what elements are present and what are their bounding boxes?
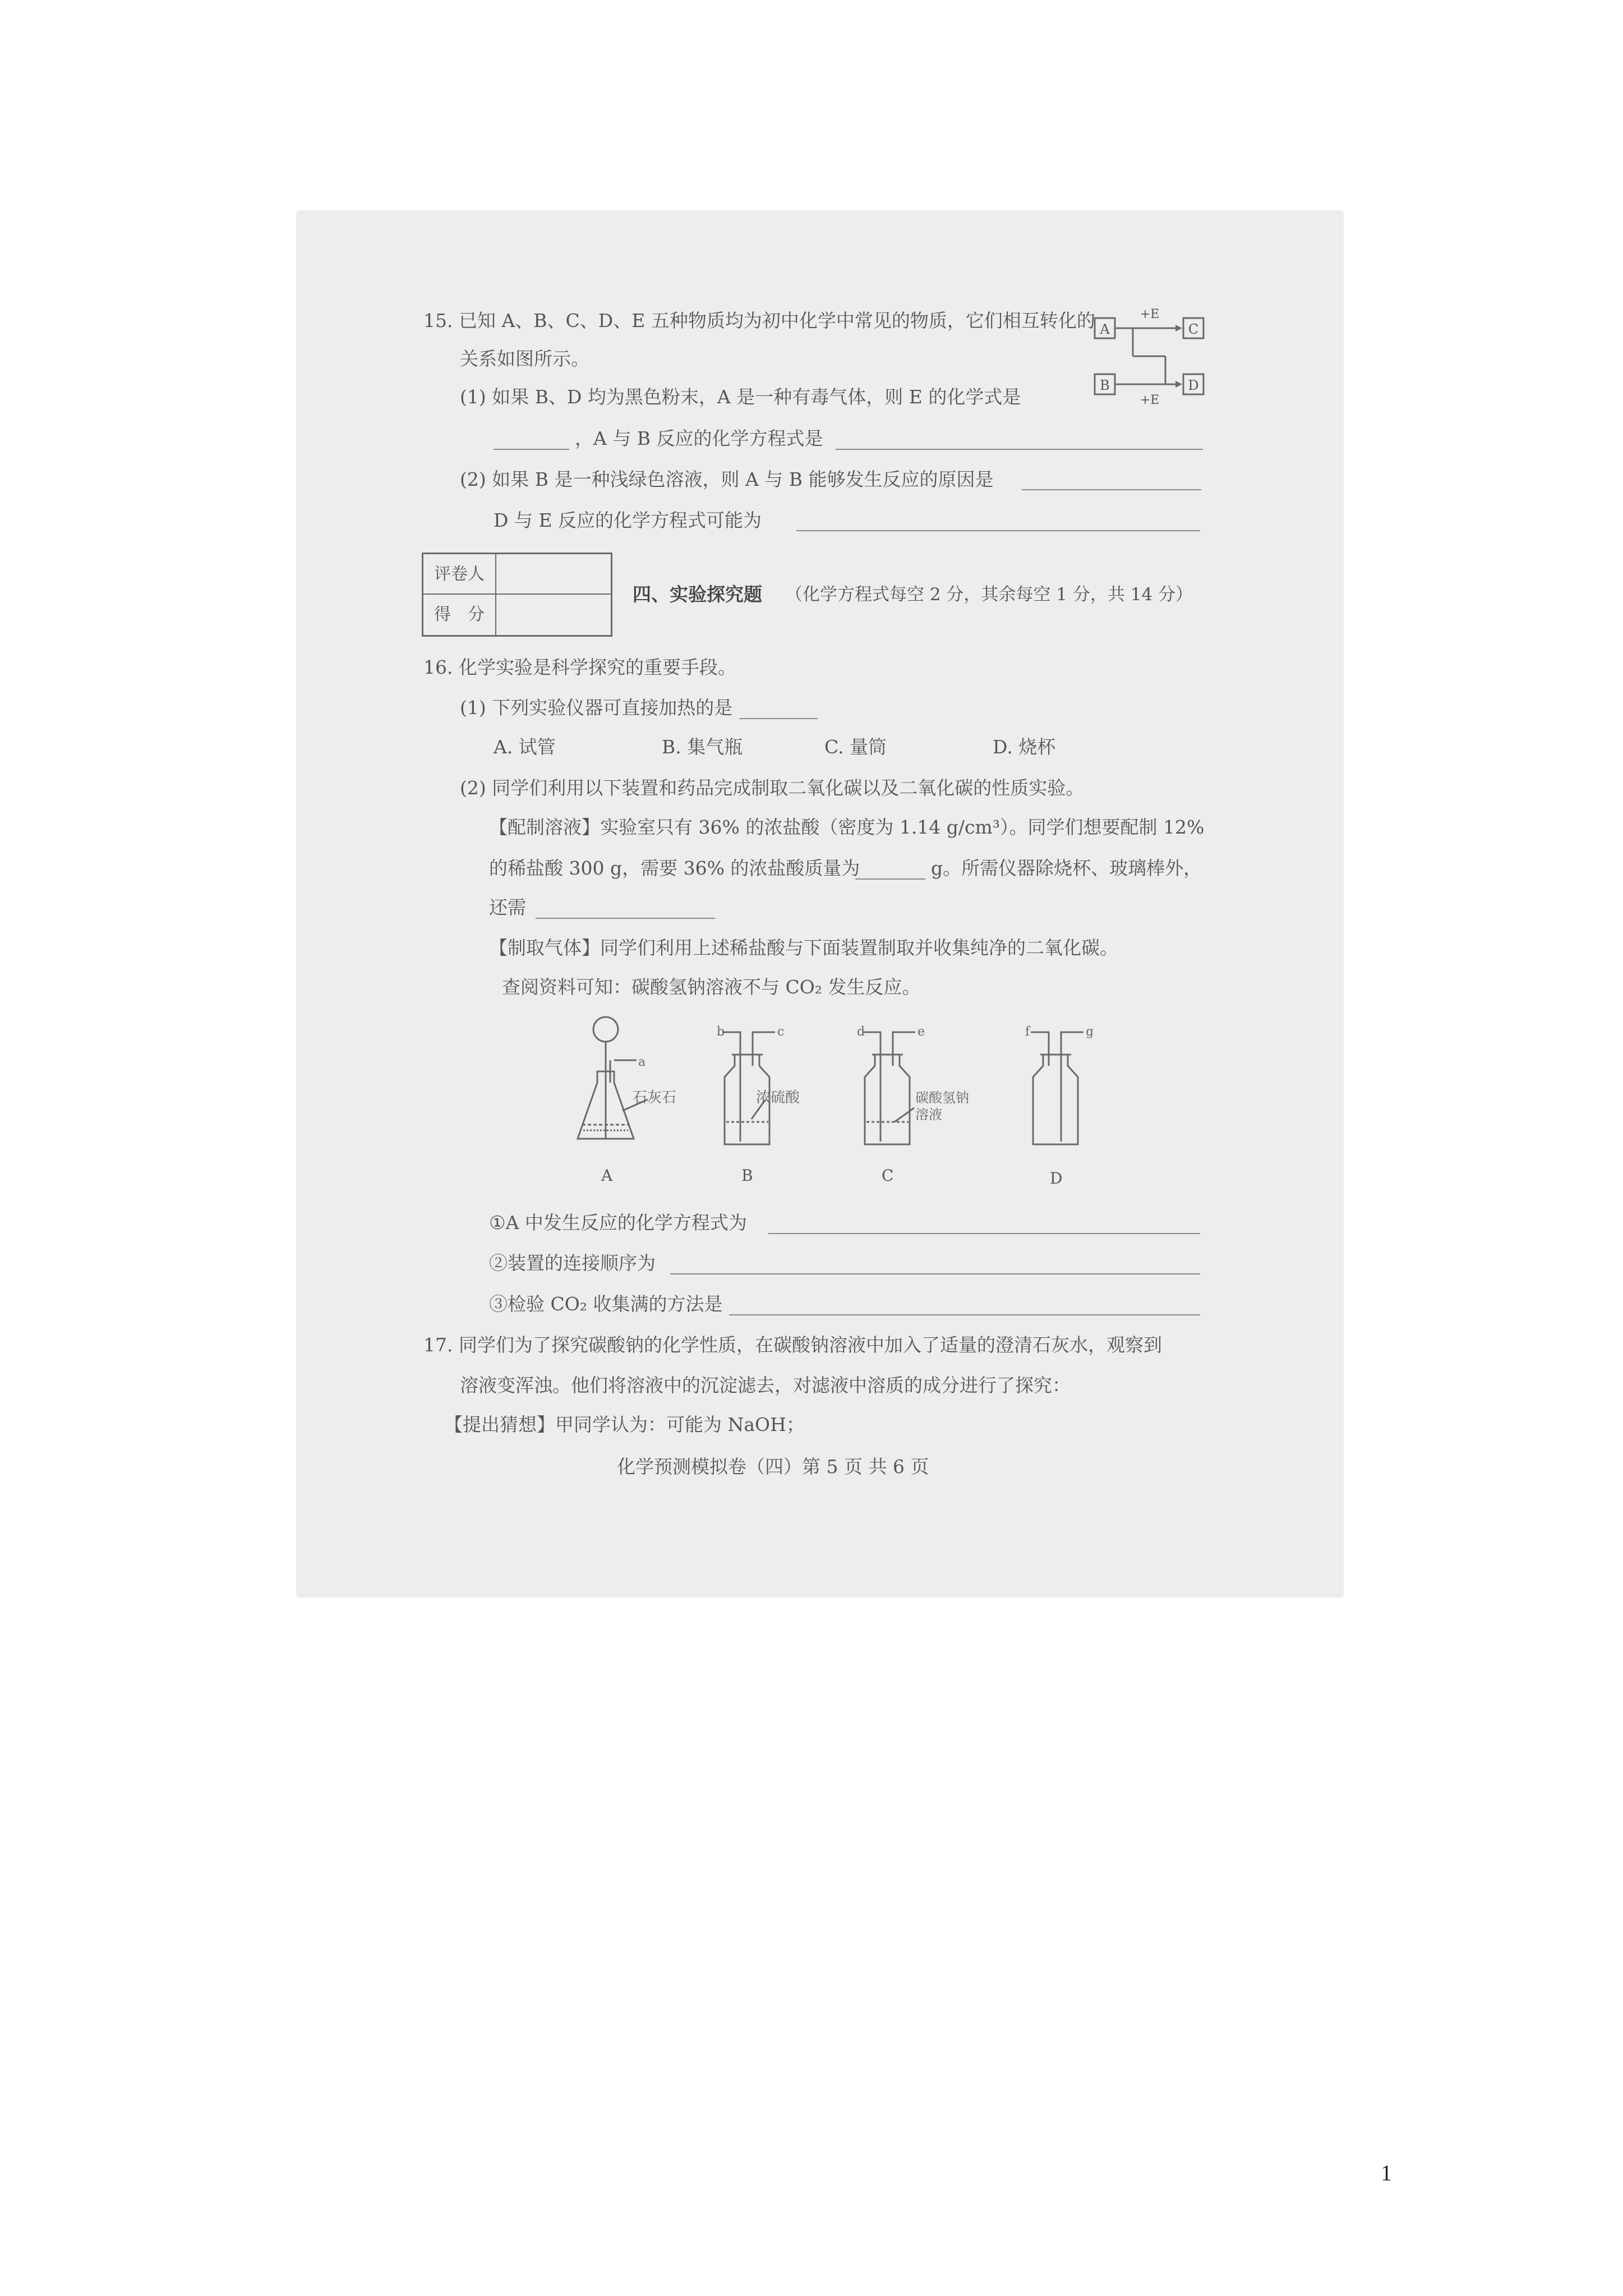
q16-blank-a-equation[interactable]: [768, 1233, 1200, 1234]
q17-line2: 溶液变浑浊。他们将溶液中的沉淀滤去，对滤液中溶质的成分进行了探究：: [460, 1374, 1071, 1396]
score-table-row-score: [423, 595, 611, 635]
apparatus-b: [722, 1032, 775, 1144]
apparatus-a: [578, 1017, 648, 1139]
port-c: c: [777, 1025, 785, 1039]
q16-sub1: ①A 中发生反应的化学方程式为: [489, 1212, 747, 1234]
q15-part2-line1: (2) 如果 B 是一种浅绿色溶液，则 A 与 B 能够发生反应的原因是: [460, 468, 994, 490]
q16-option-c: C. 量筒: [824, 736, 887, 758]
q16-blank-heatable[interactable]: [739, 718, 818, 719]
q16-line1: 16. 化学实验是科学探究的重要手段。: [423, 656, 736, 678]
q15-blank-reason[interactable]: [1022, 489, 1201, 490]
label-apparatus-d: D: [1050, 1169, 1063, 1188]
port-g: g: [1086, 1025, 1094, 1039]
reagent-c-line1: 碳酸氢钠: [915, 1090, 969, 1106]
q16-blank-instrument[interactable]: [536, 918, 715, 919]
label-b: B: [1100, 378, 1110, 393]
q16-blank-connection-order[interactable]: [670, 1273, 1200, 1274]
q16-blank-acid-mass[interactable]: [855, 878, 925, 880]
reagent-c-line2: 溶液: [915, 1107, 942, 1122]
q16-sub3: ③检验 CO₂ 收集满的方法是: [489, 1293, 723, 1315]
reagent-b: 浓硫酸: [756, 1089, 800, 1106]
q16-gas-line1: 【制取气体】同学们利用上述稀盐酸与下面装置制取并收集纯净的二氧化碳。: [489, 937, 1118, 959]
page-footer: 化学预测模拟卷（四）第 5 页 共 6 页: [617, 1456, 929, 1478]
arrowhead-c: [1175, 325, 1182, 332]
q16-part1: (1) 下列实验仪器可直接加热的是: [460, 697, 733, 719]
q15-part2-line2: D 与 E 反应的化学方程式可能为: [494, 509, 762, 531]
top-arrow-label: +E: [1140, 307, 1160, 321]
q17-line3: 【提出猜想】甲同学认为：可能为 NaOH；: [444, 1414, 805, 1435]
q16-blank-co2-check[interactable]: [729, 1314, 1200, 1315]
label-apparatus-c: C: [882, 1166, 894, 1185]
port-f: f: [1025, 1025, 1030, 1039]
apparatus-diagram: [572, 1010, 1144, 1200]
q16-prep-line2a: 的稀盐酸 300 g，需要 36% 的浓盐酸质量为: [489, 857, 860, 879]
q16-part2: (2) 同学们利用以下装置和药品完成制取二氧化碳以及二氧化碳的性质实验。: [460, 777, 1085, 799]
score-table-score-label: 得 分: [423, 595, 496, 635]
score-table: [422, 553, 612, 637]
apparatus-d: [1031, 1032, 1083, 1144]
section4-note: （化学方程式每空 2 分，其余每空 1 分，共 14 分）: [785, 585, 1193, 605]
page-number: 1: [1381, 2160, 1392, 2185]
q16-prep-line1: 【配制溶液】实验室只有 36% 的浓盐酸（密度为 1.14 g/cm³）。同学们想要配制 12%: [489, 816, 1205, 838]
label-apparatus-a: A: [601, 1166, 613, 1185]
q15-line1: 15. 已知 A、B、C、D、E 五种物质均为初中化学中常见的物质，它们相互转化的: [423, 310, 1095, 332]
arrowhead-d: [1175, 381, 1182, 388]
q16-prep-line2b: g。所需仪器除烧杯、玻璃棒外，: [931, 857, 1202, 879]
q16-sub2: ②装置的连接顺序为: [489, 1252, 656, 1274]
port-e: e: [917, 1025, 925, 1039]
q15-blank-e-formula[interactable]: [494, 449, 569, 450]
port-d: d: [857, 1025, 865, 1039]
q16-gas-line2: 查阅资料可知：碳酸氢钠溶液不与 CO₂ 发生反应。: [502, 976, 921, 998]
label-c: C: [1188, 321, 1199, 337]
port-a: a: [638, 1055, 646, 1069]
q16-option-b: B. 集气瓶: [662, 736, 743, 758]
score-table-reviewer-label: 评卷人: [423, 554, 496, 593]
label-d: D: [1188, 378, 1199, 393]
score-table-row-reviewer: [423, 554, 611, 595]
apparatus-c: [863, 1032, 915, 1144]
q15-blank-ab-equation[interactable]: [836, 449, 1203, 450]
q17-line1: 17. 同学们为了探究碳酸钠的化学性质，在碳酸钠溶液中加入了适量的澄清石灰水，观察到: [423, 1334, 1162, 1356]
q16-prep-line3: 还需: [489, 896, 526, 918]
bottom-arrow-label: +E: [1140, 393, 1160, 407]
label-apparatus-b: B: [741, 1166, 753, 1185]
q16-option-a: A. 试管: [494, 736, 556, 758]
q15-blank-de-equation[interactable]: [796, 530, 1200, 531]
q15-line2: 关系如图所示。: [460, 348, 589, 370]
q15-part1-line2: ，A 与 B 反应的化学方程式是: [575, 427, 823, 449]
label-a: A: [1100, 321, 1110, 337]
reagent-a: 石灰石: [633, 1089, 677, 1106]
q15-part1-line1: (1) 如果 B、D 均为黑色粉末，A 是一种有毒气体，则 E 的化学式是: [460, 386, 1021, 408]
q15-relationship-diagram: [1094, 306, 1206, 407]
q16-option-d: D. 烧杯: [993, 736, 1056, 758]
section4-title: 四、实验探究题: [633, 583, 762, 605]
port-b: b: [717, 1025, 725, 1039]
